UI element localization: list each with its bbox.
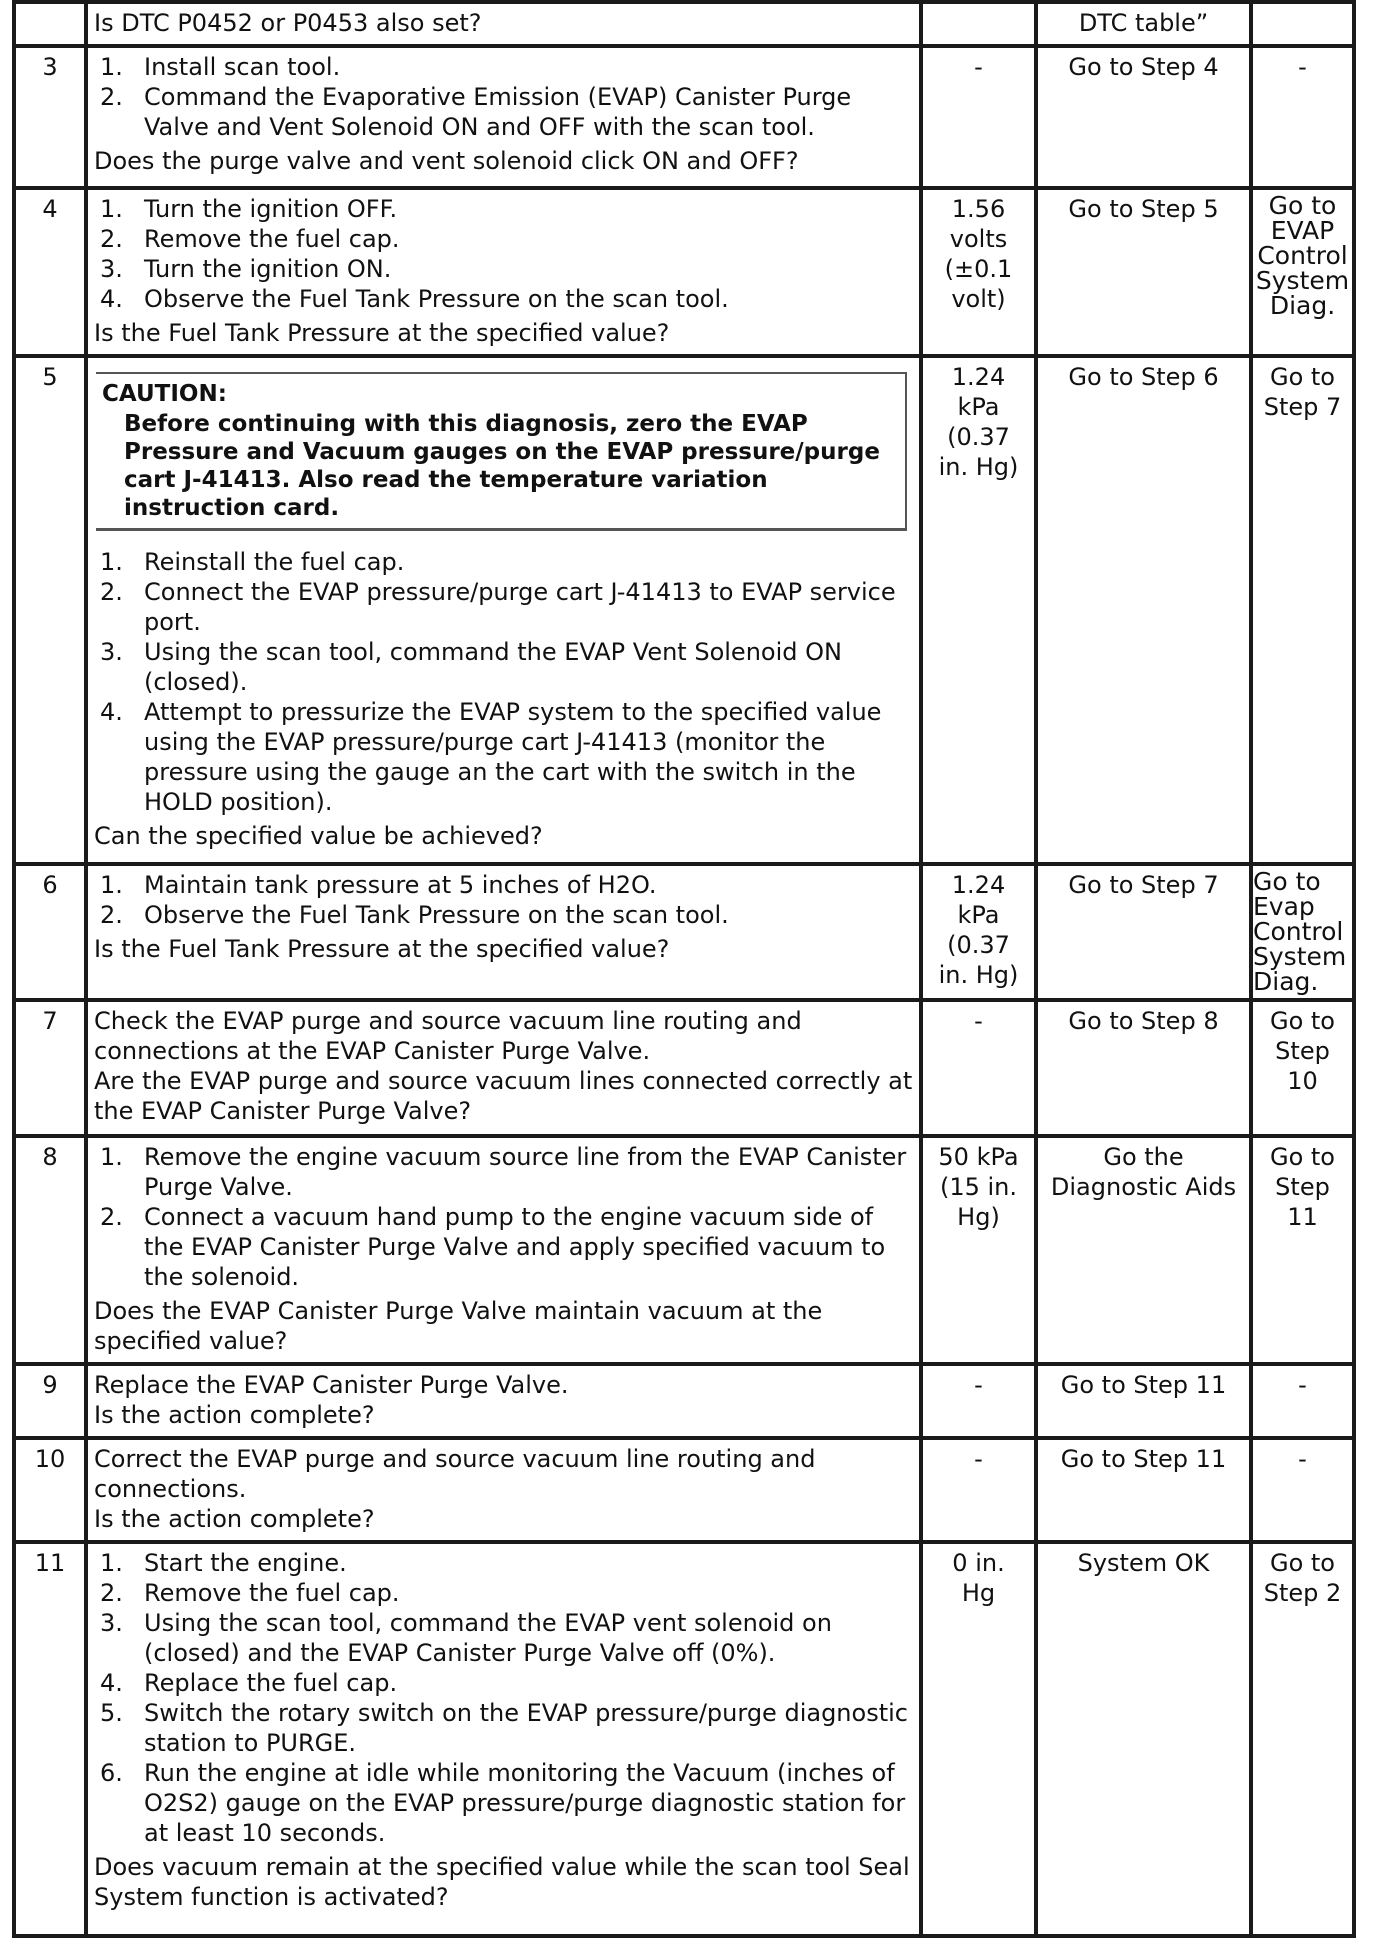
question-text: Does the purge valve and vent solenoid click ON and OFF? (94, 147, 799, 175)
question-text: Does vacuum remain at the specified value while the scan tool Seal System function is activated? (94, 1853, 910, 1911)
instruction-number: 1. (100, 1143, 123, 1171)
step-number: 10 (34, 1445, 66, 1473)
value-text: - (974, 1371, 983, 1399)
no-cell (1251, 2, 1354, 46)
instruction-item (94, 1668, 913, 1698)
value-cell (921, 2, 1036, 46)
table-row (14, 864, 1354, 1000)
instruction-list (94, 194, 913, 314)
step-number: 6 (42, 871, 58, 899)
yes-action: Go to Step 8 (1068, 1007, 1219, 1035)
no-action: System (1255, 266, 1350, 295)
instruction-text: Remove the fuel cap. (144, 225, 400, 253)
value-text: Hg (961, 1579, 996, 1607)
step-number: 11 (34, 1549, 66, 1577)
table-row (14, 1136, 1354, 1364)
value-cell (921, 1364, 1036, 1438)
value-cell (921, 1542, 1036, 1936)
instruction-number: 1. (100, 53, 123, 81)
step-number: 7 (42, 1007, 58, 1035)
value-text: volt) (951, 285, 1006, 313)
instruction-number: 1. (100, 1549, 123, 1577)
action-cell (86, 188, 921, 356)
instruction-item (94, 637, 913, 697)
no-action: - (1298, 1371, 1307, 1399)
yes-cell (1036, 1542, 1251, 1936)
action-cell (86, 1542, 921, 1936)
action-cell (86, 46, 921, 188)
question-text: Does the EVAP Canister Purge Valve maintain vacuum at the specified value? (94, 1297, 823, 1355)
instruction-number: 3. (100, 638, 123, 666)
value-text: - (974, 1007, 983, 1035)
step-number-cell (14, 1542, 86, 1936)
action-cell (86, 864, 921, 1000)
step-number: 5 (42, 363, 58, 391)
instruction-item (94, 52, 913, 82)
instruction-text: Attempt to pressurize the EVAP system to the specified value using the EVAP pressure/purge cart J-41413 (monitor the pressure using the gauge an the cart with the switch in the HOLD position). (144, 698, 882, 816)
question-text: Is the Fuel Tank Pressure at the specified value? (94, 935, 670, 963)
question-text: Can the specified value be achieved? (94, 822, 543, 850)
no-action: Go to (1269, 363, 1335, 391)
action-text: Is the action complete? (94, 1505, 375, 1533)
instruction-item (94, 82, 913, 142)
table-row (14, 1542, 1354, 1936)
instruction-number: 2. (100, 578, 123, 606)
no-action: Diag. (1269, 291, 1336, 320)
instruction-text: Using the scan tool, command the EVAP Vent Solenoid ON (closed). (144, 638, 842, 696)
action-cell (86, 1438, 921, 1542)
value-text: 1.24 (951, 871, 1006, 899)
no-cell (1251, 356, 1354, 864)
instruction-item (94, 194, 913, 224)
instruction-number: 2. (100, 225, 123, 253)
yes-cell (1036, 1438, 1251, 1542)
instruction-text: Turn the ignition ON. (144, 255, 392, 283)
step-number-cell (14, 188, 86, 356)
no-action: Go to (1268, 191, 1337, 220)
table-row (14, 188, 1354, 356)
step-number: 8 (42, 1143, 58, 1171)
instruction-number: 1. (100, 871, 123, 899)
no-cell (1251, 1136, 1354, 1364)
no-action: System (1253, 942, 1347, 971)
caution-box (96, 372, 907, 531)
instruction-text: Connect a vacuum hand pump to the engine vacuum side of the EVAP Canister Purge Valve and apply specified vacuum to the solenoid. (144, 1203, 886, 1291)
action-cell (86, 2, 921, 46)
instruction-text: Start the engine. (144, 1549, 347, 1577)
action-cell (86, 1136, 921, 1364)
instruction-number: 1. (100, 548, 123, 576)
value-cell (921, 356, 1036, 864)
caution-text: Before continuing with this diagnosis, zero the EVAP Pressure and Vacuum gauges on the EVAP pressure/purge cart J-41413. Also read the temperature variation instruction card. (124, 411, 880, 521)
no-cell (1251, 1364, 1354, 1438)
instruction-text: Switch the rotary switch on the EVAP pressure/purge diagnostic station to PURGE. (144, 1699, 908, 1757)
no-action: - (1298, 53, 1307, 81)
action-text: Check the EVAP purge and source vacuum line routing and connections at the EVAP Canister Purge Valve. (94, 1007, 802, 1065)
instruction-number: 2. (100, 901, 123, 929)
instruction-text: Observe the Fuel Tank Pressure on the scan tool. (144, 901, 729, 929)
value-text: - (974, 53, 983, 81)
action-text: Correct the EVAP purge and source vacuum line routing and connections. (94, 1445, 816, 1503)
instruction-text: Observe the Fuel Tank Pressure on the scan tool. (144, 285, 729, 313)
instruction-item (94, 697, 913, 817)
yes-cell (1036, 1136, 1251, 1364)
value-text: in. Hg) (938, 453, 1019, 481)
instruction-item (94, 1698, 913, 1758)
instruction-text: Run the engine at idle while monitoring the Vacuum (inches of O2S2) gauge on the EVAP pressure/purge diagnostic station for at least 10 seconds. (144, 1759, 906, 1847)
yes-action: Go the (1103, 1143, 1184, 1171)
no-action: Step (1275, 1037, 1330, 1065)
step-number-cell (14, 864, 86, 1000)
no-action: EVAP (1270, 216, 1335, 245)
no-action: Step 7 (1263, 393, 1342, 421)
no-action: 11 (1287, 1203, 1318, 1231)
yes-action: System OK (1077, 1549, 1210, 1577)
caution-title: CAUTION: (102, 381, 227, 407)
instruction-item (94, 1758, 913, 1848)
no-action: Go to (1253, 867, 1321, 896)
instruction-text: Replace the fuel cap. (144, 1669, 398, 1697)
no-action: 10 (1287, 1067, 1318, 1095)
value-cell (921, 1000, 1036, 1136)
action-cell (86, 1364, 921, 1438)
instruction-number: 4. (100, 285, 123, 313)
value-text: (15 in. (939, 1173, 1018, 1201)
instruction-number: 3. (100, 1609, 123, 1637)
instruction-item (94, 254, 913, 284)
action-text: Replace the EVAP Canister Purge Valve. (94, 1371, 569, 1399)
value-text: (±0.1 (944, 255, 1013, 283)
instruction-number: 6. (100, 1759, 123, 1787)
yes-cell (1036, 864, 1251, 1000)
yes-action: Go to Step 7 (1068, 871, 1219, 899)
no-action: Evap (1253, 892, 1315, 921)
instruction-list (94, 547, 913, 817)
value-text: (0.37 (947, 423, 1010, 451)
instruction-number: 2. (100, 1203, 123, 1231)
action-text: Is DTC P0452 or P0453 also set? (94, 9, 482, 37)
step-number: 9 (42, 1371, 58, 1399)
instruction-number: 2. (100, 83, 123, 111)
instruction-number: 3. (100, 255, 123, 283)
instruction-item (94, 547, 913, 577)
instruction-item (94, 1608, 913, 1668)
step-number: 3 (42, 53, 58, 81)
instruction-list (94, 52, 913, 142)
value-cell (921, 188, 1036, 356)
yes-cell (1036, 1000, 1251, 1136)
value-text: 1.24 (951, 363, 1006, 391)
step-number: 4 (42, 195, 58, 223)
value-text: kPa (957, 901, 1000, 929)
instruction-number: 4. (100, 1669, 123, 1697)
instruction-text: Command the Evaporative Emission (EVAP) Canister Purge Valve and Vent Solenoid ON and OFF with the scan tool. (144, 83, 852, 141)
yes-action: Go to Step 11 (1060, 1371, 1227, 1399)
value-text: (0.37 (947, 931, 1010, 959)
no-action: Step 2 (1263, 1579, 1342, 1607)
instruction-text: Using the scan tool, command the EVAP vent solenoid on (closed) and the EVAP Canister Purge Valve off (0%). (144, 1609, 832, 1667)
no-cell (1251, 1542, 1354, 1936)
no-cell (1251, 1438, 1354, 1542)
instruction-number: 5. (100, 1699, 123, 1727)
no-cell (1251, 864, 1354, 1000)
diagnostic-table (12, 0, 1356, 1938)
instruction-text: Connect the EVAP pressure/purge cart J-41413 to EVAP service port. (144, 578, 896, 636)
no-action: Diag. (1253, 967, 1319, 996)
instruction-item (94, 1202, 913, 1292)
step-number-cell (14, 1000, 86, 1136)
action-text: Are the EVAP purge and source vacuum lines connected correctly at the EVAP Canister Purge Valve? (94, 1067, 913, 1125)
value-text: 0 in. (952, 1549, 1005, 1577)
value-text: Hg) (957, 1203, 1000, 1231)
no-cell (1251, 1000, 1354, 1136)
step-number-cell (14, 356, 86, 864)
instruction-item (94, 900, 913, 930)
no-action: Control (1257, 241, 1348, 270)
no-action: Control (1253, 917, 1344, 946)
no-action: - (1298, 1445, 1307, 1473)
value-cell (921, 1438, 1036, 1542)
yes-action: Go to Step 4 (1068, 53, 1219, 81)
yes-cell (1036, 356, 1251, 864)
value-cell (921, 864, 1036, 1000)
yes-action: Go to Step 11 (1060, 1445, 1227, 1473)
value-text: volts (949, 225, 1008, 253)
instruction-text: Turn the ignition OFF. (144, 195, 398, 223)
table-row (14, 2, 1354, 46)
instruction-text: Install scan tool. (144, 53, 341, 81)
no-cell (1251, 188, 1354, 356)
instruction-list (94, 1142, 913, 1292)
action-cell (86, 1000, 921, 1136)
no-cell (1251, 46, 1354, 188)
action-cell (86, 356, 921, 864)
yes-action: Go to Step 6 (1068, 363, 1219, 391)
instruction-item (94, 577, 913, 637)
value-cell (921, 46, 1036, 188)
instruction-list (94, 1548, 913, 1848)
yes-cell (1036, 1364, 1251, 1438)
instruction-number: 2. (100, 1579, 123, 1607)
table-row (14, 1438, 1354, 1542)
instruction-text: Remove the engine vacuum source line from the EVAP Canister Purge Valve. (144, 1143, 907, 1201)
step-number-cell (14, 1438, 86, 1542)
no-action: Go to (1269, 1143, 1335, 1171)
table-row (14, 1364, 1354, 1438)
value-text: in. Hg) (938, 961, 1019, 989)
instruction-list (94, 870, 913, 930)
action-text: Is the action complete? (94, 1401, 375, 1429)
question-text: Is the Fuel Tank Pressure at the specified value? (94, 319, 670, 347)
step-number-cell (14, 1136, 86, 1364)
instruction-item (94, 284, 913, 314)
instruction-number: 1. (100, 195, 123, 223)
value-text: - (974, 1445, 983, 1473)
instruction-item (94, 870, 913, 900)
instruction-item (94, 1578, 913, 1608)
table-row (14, 356, 1354, 864)
value-text: kPa (957, 393, 1000, 421)
instruction-text: Remove the fuel cap. (144, 1579, 400, 1607)
instruction-item (94, 224, 913, 254)
yes-action: DTC table” (1078, 9, 1209, 37)
instruction-item (94, 1548, 913, 1578)
step-number-cell (14, 2, 86, 46)
instruction-number: 4. (100, 698, 123, 726)
yes-cell (1036, 2, 1251, 46)
yes-cell (1036, 46, 1251, 188)
no-action: Step (1275, 1173, 1330, 1201)
step-number-cell (14, 1364, 86, 1438)
value-cell (921, 1136, 1036, 1364)
table-row (14, 1000, 1354, 1136)
value-text: 1.56 (951, 195, 1006, 223)
yes-action: Go to Step 5 (1068, 195, 1219, 223)
yes-cell (1036, 188, 1251, 356)
yes-action: Diagnostic Aids (1050, 1173, 1237, 1201)
table-row (14, 46, 1354, 188)
instruction-text: Reinstall the fuel cap. (144, 548, 405, 576)
value-text: 50 kPa (938, 1143, 1019, 1171)
instruction-text: Maintain tank pressure at 5 inches of H2O. (144, 871, 657, 899)
no-action: Go to (1269, 1549, 1335, 1577)
no-action: Go to (1269, 1007, 1335, 1035)
instruction-item (94, 1142, 913, 1202)
diagnostic-page (12, 0, 1356, 1938)
step-number-cell (14, 46, 86, 188)
